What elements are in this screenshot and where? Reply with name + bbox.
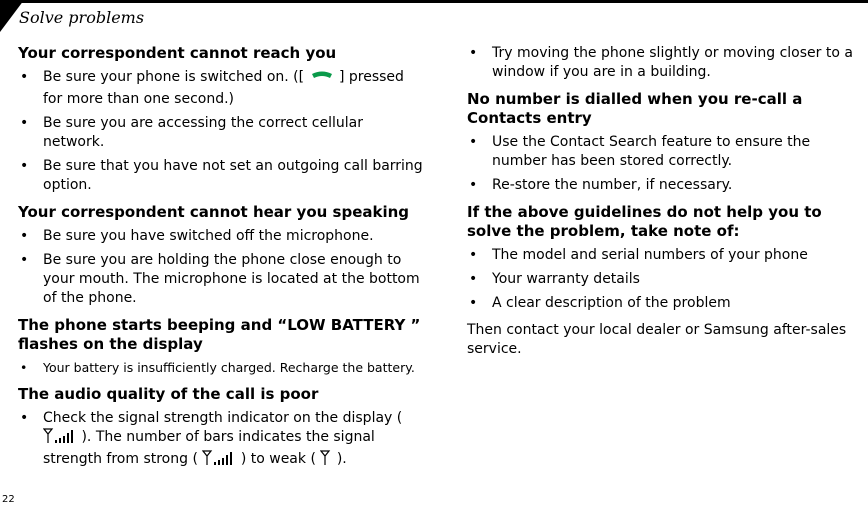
list-item: • Be sure you are holding the phone close enough to your mouth. The microphone is located at the bottom of the phone.: [20, 252, 420, 306]
heading-low-battery: The phone starts beeping and “LOW BATTERY ” flashes on the display: [18, 316, 421, 353]
bullet: •: [20, 158, 29, 174]
list-item: • Use the Contact Search feature to ensure the number has been stored correctly.: [469, 134, 811, 169]
bullet: •: [20, 69, 29, 85]
closing-paragraph: Then contact your local dealer or Samsung after-sales service.: [467, 322, 847, 357]
heading-cannot-reach: Your correspondent cannot reach you: [18, 44, 337, 62]
list-item: • Be sure your phone is switched on. ([ ] pressed for more than one second.): [20, 69, 404, 107]
bullet: •: [469, 295, 478, 311]
bullet: •: [20, 115, 29, 131]
heading-audio-quality: The audio quality of the call is poor: [18, 385, 319, 403]
bullet: •: [469, 271, 478, 287]
list-item: • Be sure you are accessing the correct cellular network.: [20, 115, 363, 150]
header-rule: [0, 0, 868, 3]
bullet: •: [20, 228, 29, 244]
bullet: •: [469, 247, 478, 263]
list-item: • Be sure that you have not set an outgoing call barring option.: [20, 158, 423, 193]
list-audio-quality: [18, 409, 426, 472]
left-column: [18, 44, 426, 480]
bullet: •: [469, 45, 478, 61]
page-header: [0, 0, 868, 36]
signal-strong-icon: [202, 450, 236, 472]
section-title: Solve problems: [19, 8, 145, 27]
right-column: [467, 44, 868, 359]
bullet: •: [469, 177, 478, 193]
list-item: • A clear description of the problem: [469, 295, 731, 311]
list-item: • Your battery is insufficiently charged. Recharge the battery.: [20, 360, 415, 375]
heading-take-note: If the above guidelines do not help you to solve the problem, take note of:: [467, 203, 822, 240]
bullet: •: [469, 134, 478, 150]
list-item: • Your warranty details: [469, 271, 640, 287]
page-number: 22: [2, 494, 15, 505]
bullet: •: [20, 252, 29, 268]
list-audio-quality-continued: [467, 44, 868, 82]
list-item: • Check the signal strength indicator on the display ( ). The number of bars indicates the signal strength from strong ( ) to weak ( ).: [18, 409, 426, 472]
heading-cannot-hear: Your correspondent cannot hear you speaking: [18, 203, 410, 221]
list-cannot-hear: [18, 227, 426, 308]
list-item: • The model and serial numbers of your phone: [469, 247, 808, 263]
list-take-note: [467, 246, 868, 313]
send-key-icon: [309, 70, 335, 90]
bullet: •: [20, 410, 29, 426]
list-item: • Try moving the phone slightly or moving closer to a window if you are in a building.: [469, 45, 853, 80]
list-cannot-reach: [18, 68, 426, 195]
signal-full-icon: [43, 428, 77, 450]
signal-weak-icon: [320, 450, 332, 472]
list-item: • Be sure you have switched off the microphone.: [20, 228, 374, 244]
list-no-number-dialled: [467, 133, 868, 195]
list-low-battery: [18, 359, 426, 377]
bullet: •: [20, 360, 28, 375]
list-item: • Re-store the number, if necessary.: [469, 177, 733, 193]
heading-no-number-dialled: No number is dialled when you re-call a Contacts entry: [467, 90, 803, 127]
